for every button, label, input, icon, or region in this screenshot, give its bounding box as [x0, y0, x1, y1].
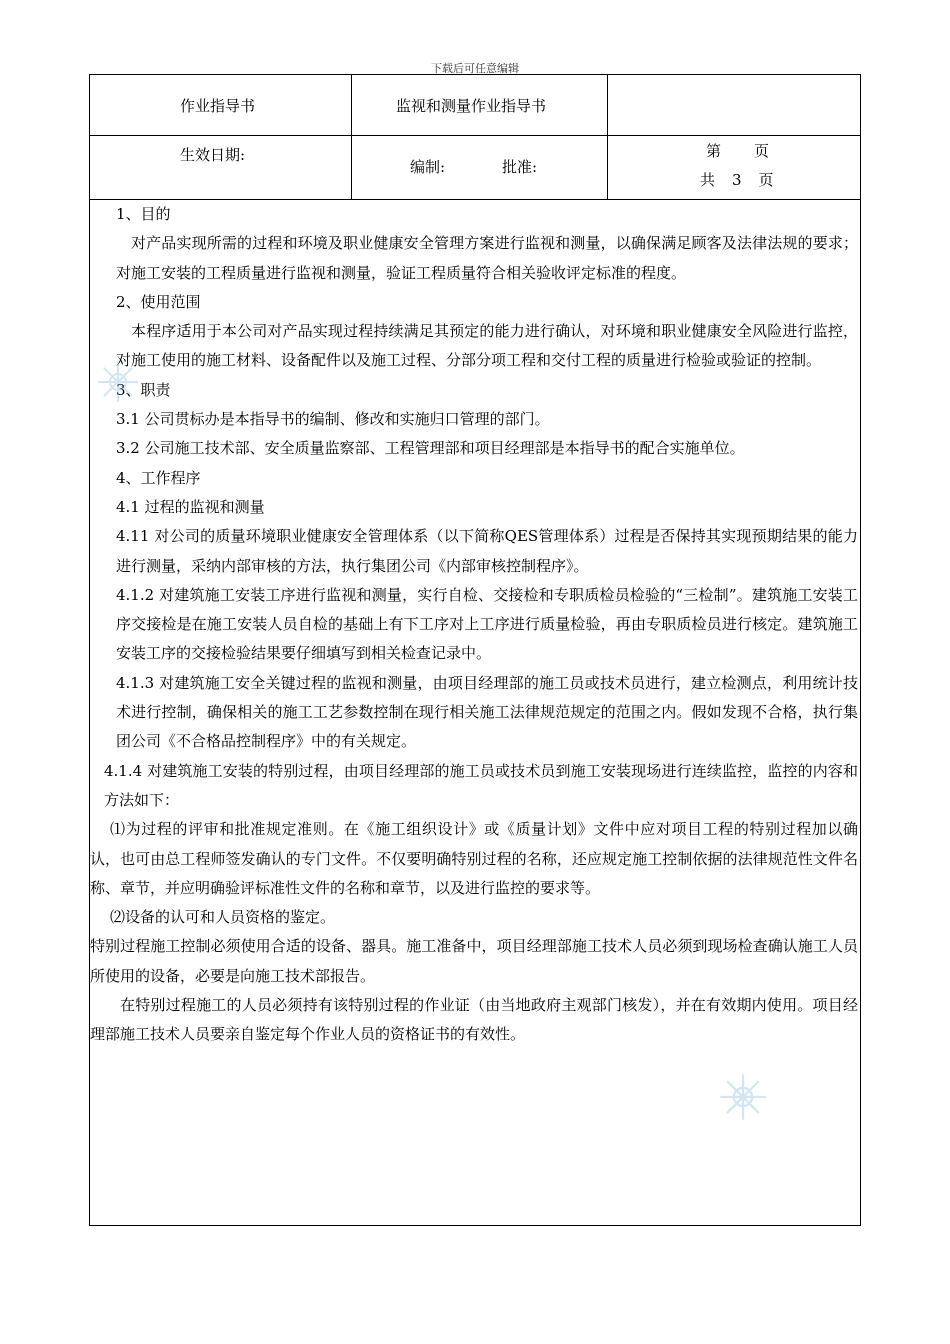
para-equipment: 特别过程施工控制必须使用合适的设备、器具。施工准备中，项目经理部施工技术人员必须到现场检查确认施工人员所使用的设备，必要是向施工技术部报告。	[90, 937, 858, 985]
page-current: 第 页	[706, 142, 771, 160]
para-scope: 本程序适用于本公司对产品实现过程持续满足其预定的能力进行确认，对环境和职业健康安全风险进行监控，对施工使用的施工材料、设备配件以及施工过程、分部分项工程和交付工程的质量进行检验或验证的控制。	[116, 322, 858, 370]
document-body	[90, 200, 860, 1050]
para-item-1: ⑴为过程的评审和批准规定准则。在《施工组织设计》或《质量计划》文件中应对项目工程的特别过程加以确认，也可由总工程师签发确认的专门文件。不仅要明确特别过程的名称，还应规定施工控制依据的法律规范性文件名称、章节，并应明确验评标准性文件的名称和章节，以及进行监控的要求等。	[90, 820, 858, 897]
para-item-2: ⑵设备的认可和人员资格的鉴定。	[110, 908, 336, 927]
doc-type-cell	[90, 75, 352, 135]
para-duty-3-1: 3.1 公司贯标办是本指导书的编制、修改和实施归口管理的部门。	[116, 410, 550, 429]
header-row-1	[90, 75, 860, 136]
para-purpose: 对产品实现所需的过程和环境及职业健康安全管理方案进行监视和测量，以确保满足顾客及法律法规的要求；对施工安装的工程质量进行监视和测量，验证工程质量符合相关验收评定标准的程度。	[116, 234, 858, 282]
heading-duties: 3、职责	[116, 380, 171, 399]
para-duty-3-2: 3.2 公司施工技术部、安全质量监察部、工程管理部和项目经理部是本指导书的配合实施单位。	[116, 439, 745, 458]
header-row-2	[90, 136, 860, 200]
page-total: 共 3 页	[700, 171, 775, 189]
snowflake-watermark-icon	[718, 1072, 768, 1122]
document-frame	[89, 74, 861, 1226]
heading-procedure: 4、工作程序	[116, 468, 201, 487]
effective-date-label: 生效日期:	[180, 146, 246, 164]
heading-scope: 2、使用范围	[116, 292, 201, 311]
para-4-1-4: 4.1.4 对建筑施工安装的特别过程，由项目经理部的施工员或技术员到施工安装现场进行连续监控，监控的内容和方法如下：	[104, 761, 858, 809]
blank-cell	[608, 75, 860, 135]
effective-date-cell	[90, 136, 352, 199]
page-number-cell	[608, 136, 860, 199]
heading-4-1: 4.1 过程的监视和测量	[116, 497, 265, 516]
para-4-11: 4.11 对公司的质量环境职业健康安全管理体系（以下简称QES管理体系）过程是否保持其实现预期结果的能力进行测量，采纳内部审核的方法，执行集团公司《内部审核控制程序》。	[116, 527, 858, 575]
doc-type: 作业指导书	[180, 97, 256, 115]
para-personnel: 在特别过程施工的人员必须持有该特别过程的作业证（由当地政府主观部门核发），并在有效期内使用。项目经理部施工技术人员要亲自鉴定每个作业人员的资格证书的有效性。	[90, 996, 858, 1044]
approved-label: 批准:	[502, 158, 538, 176]
compiled-label: 编制:	[410, 158, 446, 176]
download-watermark: 下载后可任意编辑	[431, 62, 519, 75]
para-4-1-2: 4.1.2 对建筑施工安装工序进行监视和测量，实行自检、交接检和专职质检员检验的“三检制”。建筑施工安装工序交接检是在施工安装人员自检的基础上有下工序对上工序进行质量检验，再由专职质检员进行核定。建筑施工安装工序的交接检验结果要仔细填写到相关检查记录中。	[116, 585, 858, 663]
doc-title-cell	[352, 75, 608, 135]
snowflake-watermark-icon	[96, 360, 140, 404]
heading-purpose: 1、目的	[116, 205, 171, 223]
para-4-1-3: 4.1.3 对建筑施工安全关键过程的监视和测量，由项目经理部的施工员或技术员进行，建立检测点，利用统计技术进行控制，确保相关的施工工艺参数控制在现行相关施工法律规范规定的范围之内。假如发现不合格，执行集团公司《不合格品控制程序》中的有关规定。	[116, 673, 858, 751]
doc-title: 监视和测量作业指导书	[396, 97, 547, 115]
signature-cell	[352, 136, 608, 199]
